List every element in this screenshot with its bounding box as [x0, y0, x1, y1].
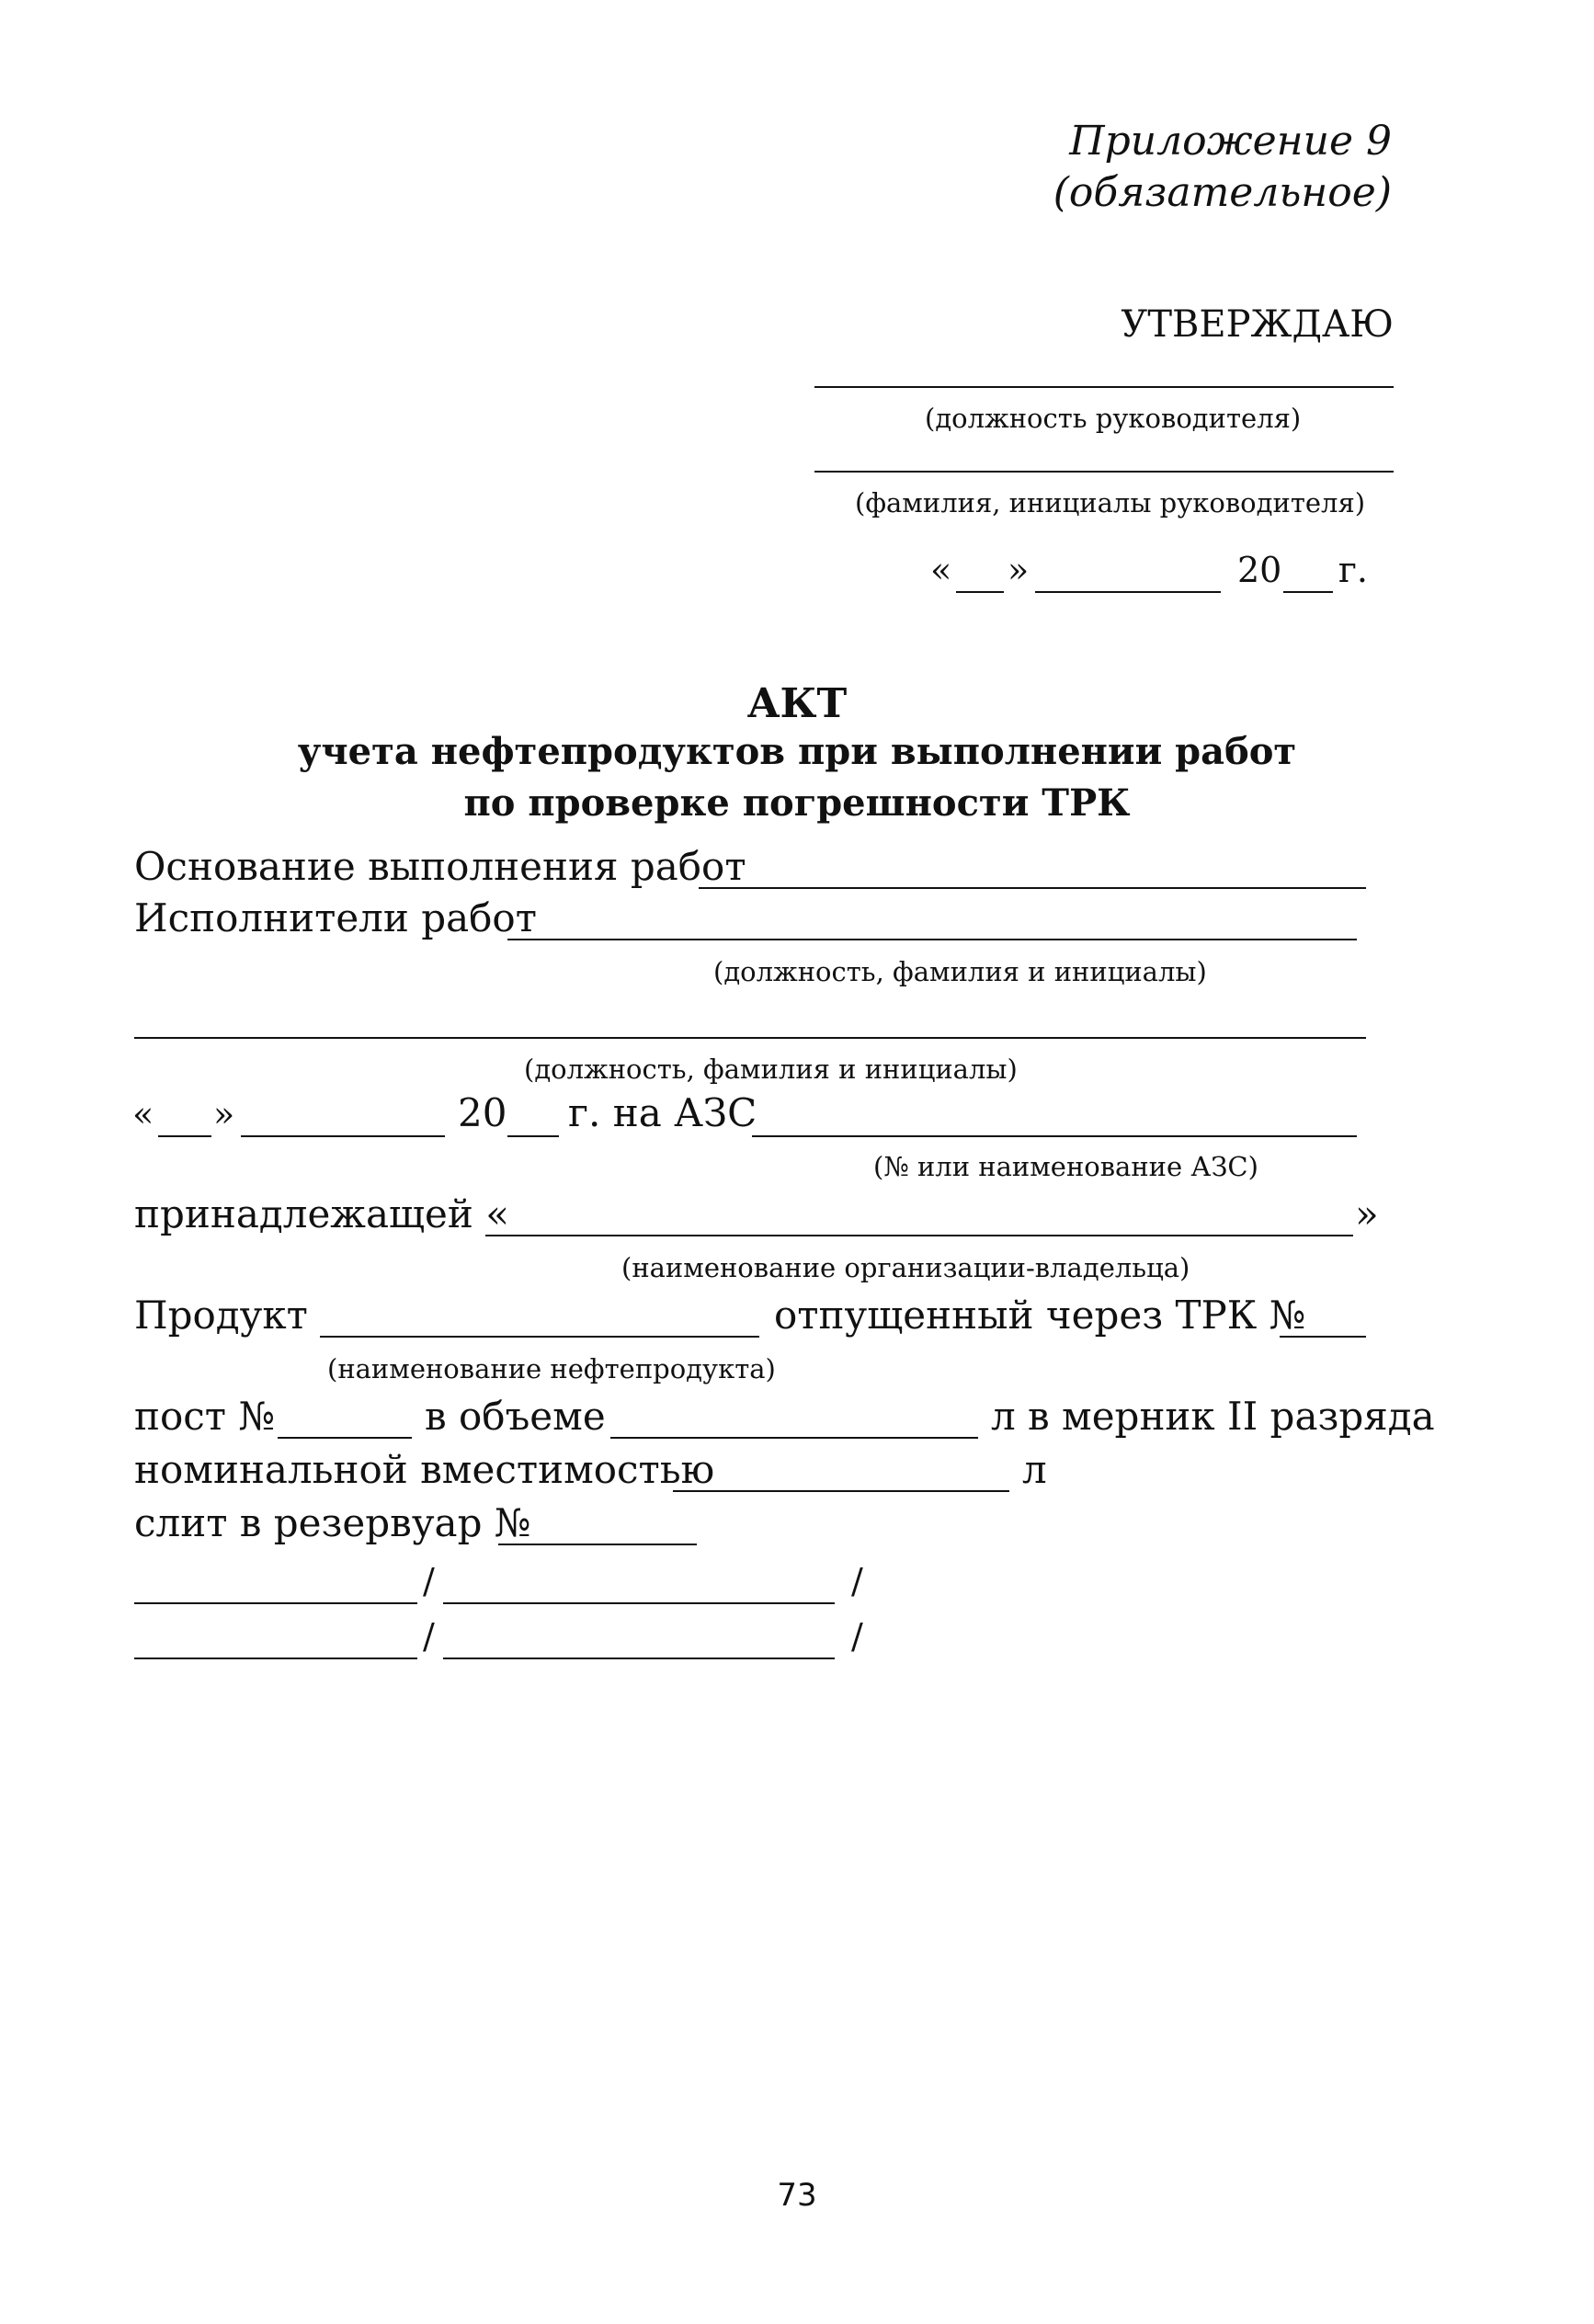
owner-label: принадлежащей «	[134, 1191, 509, 1236]
approve-year-line[interactable]	[1283, 591, 1333, 593]
page-number: 73	[777, 2177, 817, 2214]
volume-line[interactable]	[610, 1437, 978, 1439]
executors-label: Исполнители работ	[134, 895, 537, 940]
work-date-close-quote: »	[213, 1094, 235, 1134]
manager-position-line[interactable]	[814, 386, 1394, 388]
work-year-prefix: 20	[458, 1090, 507, 1135]
document-subtitle-2: по проверке погрешности ТРК	[463, 781, 1131, 825]
trk-number-line[interactable]	[1280, 1336, 1366, 1338]
caption-executor-1: (должность, фамилия и инициалы)	[713, 956, 1207, 987]
work-month-line[interactable]	[241, 1135, 445, 1137]
signature-2-end-slash: /	[851, 1616, 863, 1657]
product-line[interactable]	[320, 1336, 759, 1338]
owner-line[interactable]	[485, 1235, 1353, 1236]
tank-number-line[interactable]	[498, 1544, 697, 1545]
document-title: АКТ	[746, 680, 848, 727]
approve-label: УТВЕРЖДАЮ	[1121, 303, 1394, 346]
approve-day-line[interactable]	[956, 591, 1004, 593]
executor-2-line[interactable]	[134, 1037, 1366, 1039]
work-year-line[interactable]	[507, 1135, 559, 1137]
signature-1-end-slash: /	[851, 1561, 863, 1601]
post-number-line[interactable]	[278, 1437, 412, 1439]
approve-year-suffix: г.	[1338, 550, 1368, 590]
signature-1-slash: /	[423, 1561, 435, 1601]
caption-owner: (наименование организации-владельца)	[621, 1252, 1190, 1283]
work-date-open-quote: «	[132, 1094, 154, 1134]
signature-2-slash: /	[423, 1616, 435, 1657]
volume-label: в объеме	[425, 1394, 606, 1439]
work-day-line[interactable]	[158, 1135, 211, 1137]
document-subtitle-1: учета нефтепродуктов при выполнении работ	[297, 730, 1297, 773]
azs-line[interactable]	[752, 1135, 1357, 1137]
liter-unit: л	[1022, 1447, 1047, 1492]
basis-line[interactable]	[699, 887, 1366, 889]
appendix-status: (обязательное)	[1053, 169, 1392, 216]
manager-name-line[interactable]	[814, 471, 1394, 473]
nominal-label: номинальной вместимостью	[134, 1447, 715, 1492]
released-label: отпущенный через ТРК №	[774, 1293, 1306, 1338]
signature-2-name-line[interactable]	[443, 1658, 835, 1659]
basis-label: Основание выполнения работ	[134, 844, 746, 889]
signature-1-line[interactable]	[134, 1602, 417, 1604]
approve-date-open-quote: «	[930, 550, 952, 590]
caption-azs: (№ или наименование АЗС)	[873, 1151, 1258, 1182]
approve-year-prefix: 20	[1237, 550, 1282, 590]
measure-label: л в мерник II разряда	[991, 1394, 1435, 1439]
caption-executor-2: (должность, фамилия и инициалы)	[524, 1054, 1018, 1085]
caption-manager-position: (должность руководителя)	[925, 403, 1302, 434]
post-label: пост №	[134, 1394, 276, 1439]
signature-2-line[interactable]	[134, 1658, 417, 1659]
approve-month-line[interactable]	[1035, 591, 1221, 593]
nominal-line[interactable]	[673, 1490, 1009, 1492]
work-year-suffix-azs: г. на АЗС	[568, 1090, 757, 1135]
caption-product: (наименование нефтепродукта)	[327, 1353, 776, 1384]
caption-manager-name: (фамилия, инициалы руководителя)	[855, 487, 1366, 518]
owner-close-quote: »	[1355, 1191, 1379, 1236]
signature-1-name-line[interactable]	[443, 1602, 835, 1604]
approve-date-close-quote: »	[1008, 550, 1030, 590]
appendix-number: Приложение 9	[1069, 118, 1392, 165]
drained-label: слит в резервуар №	[134, 1500, 531, 1545]
product-label: Продукт	[134, 1293, 308, 1338]
executor-1-line[interactable]	[507, 939, 1357, 940]
